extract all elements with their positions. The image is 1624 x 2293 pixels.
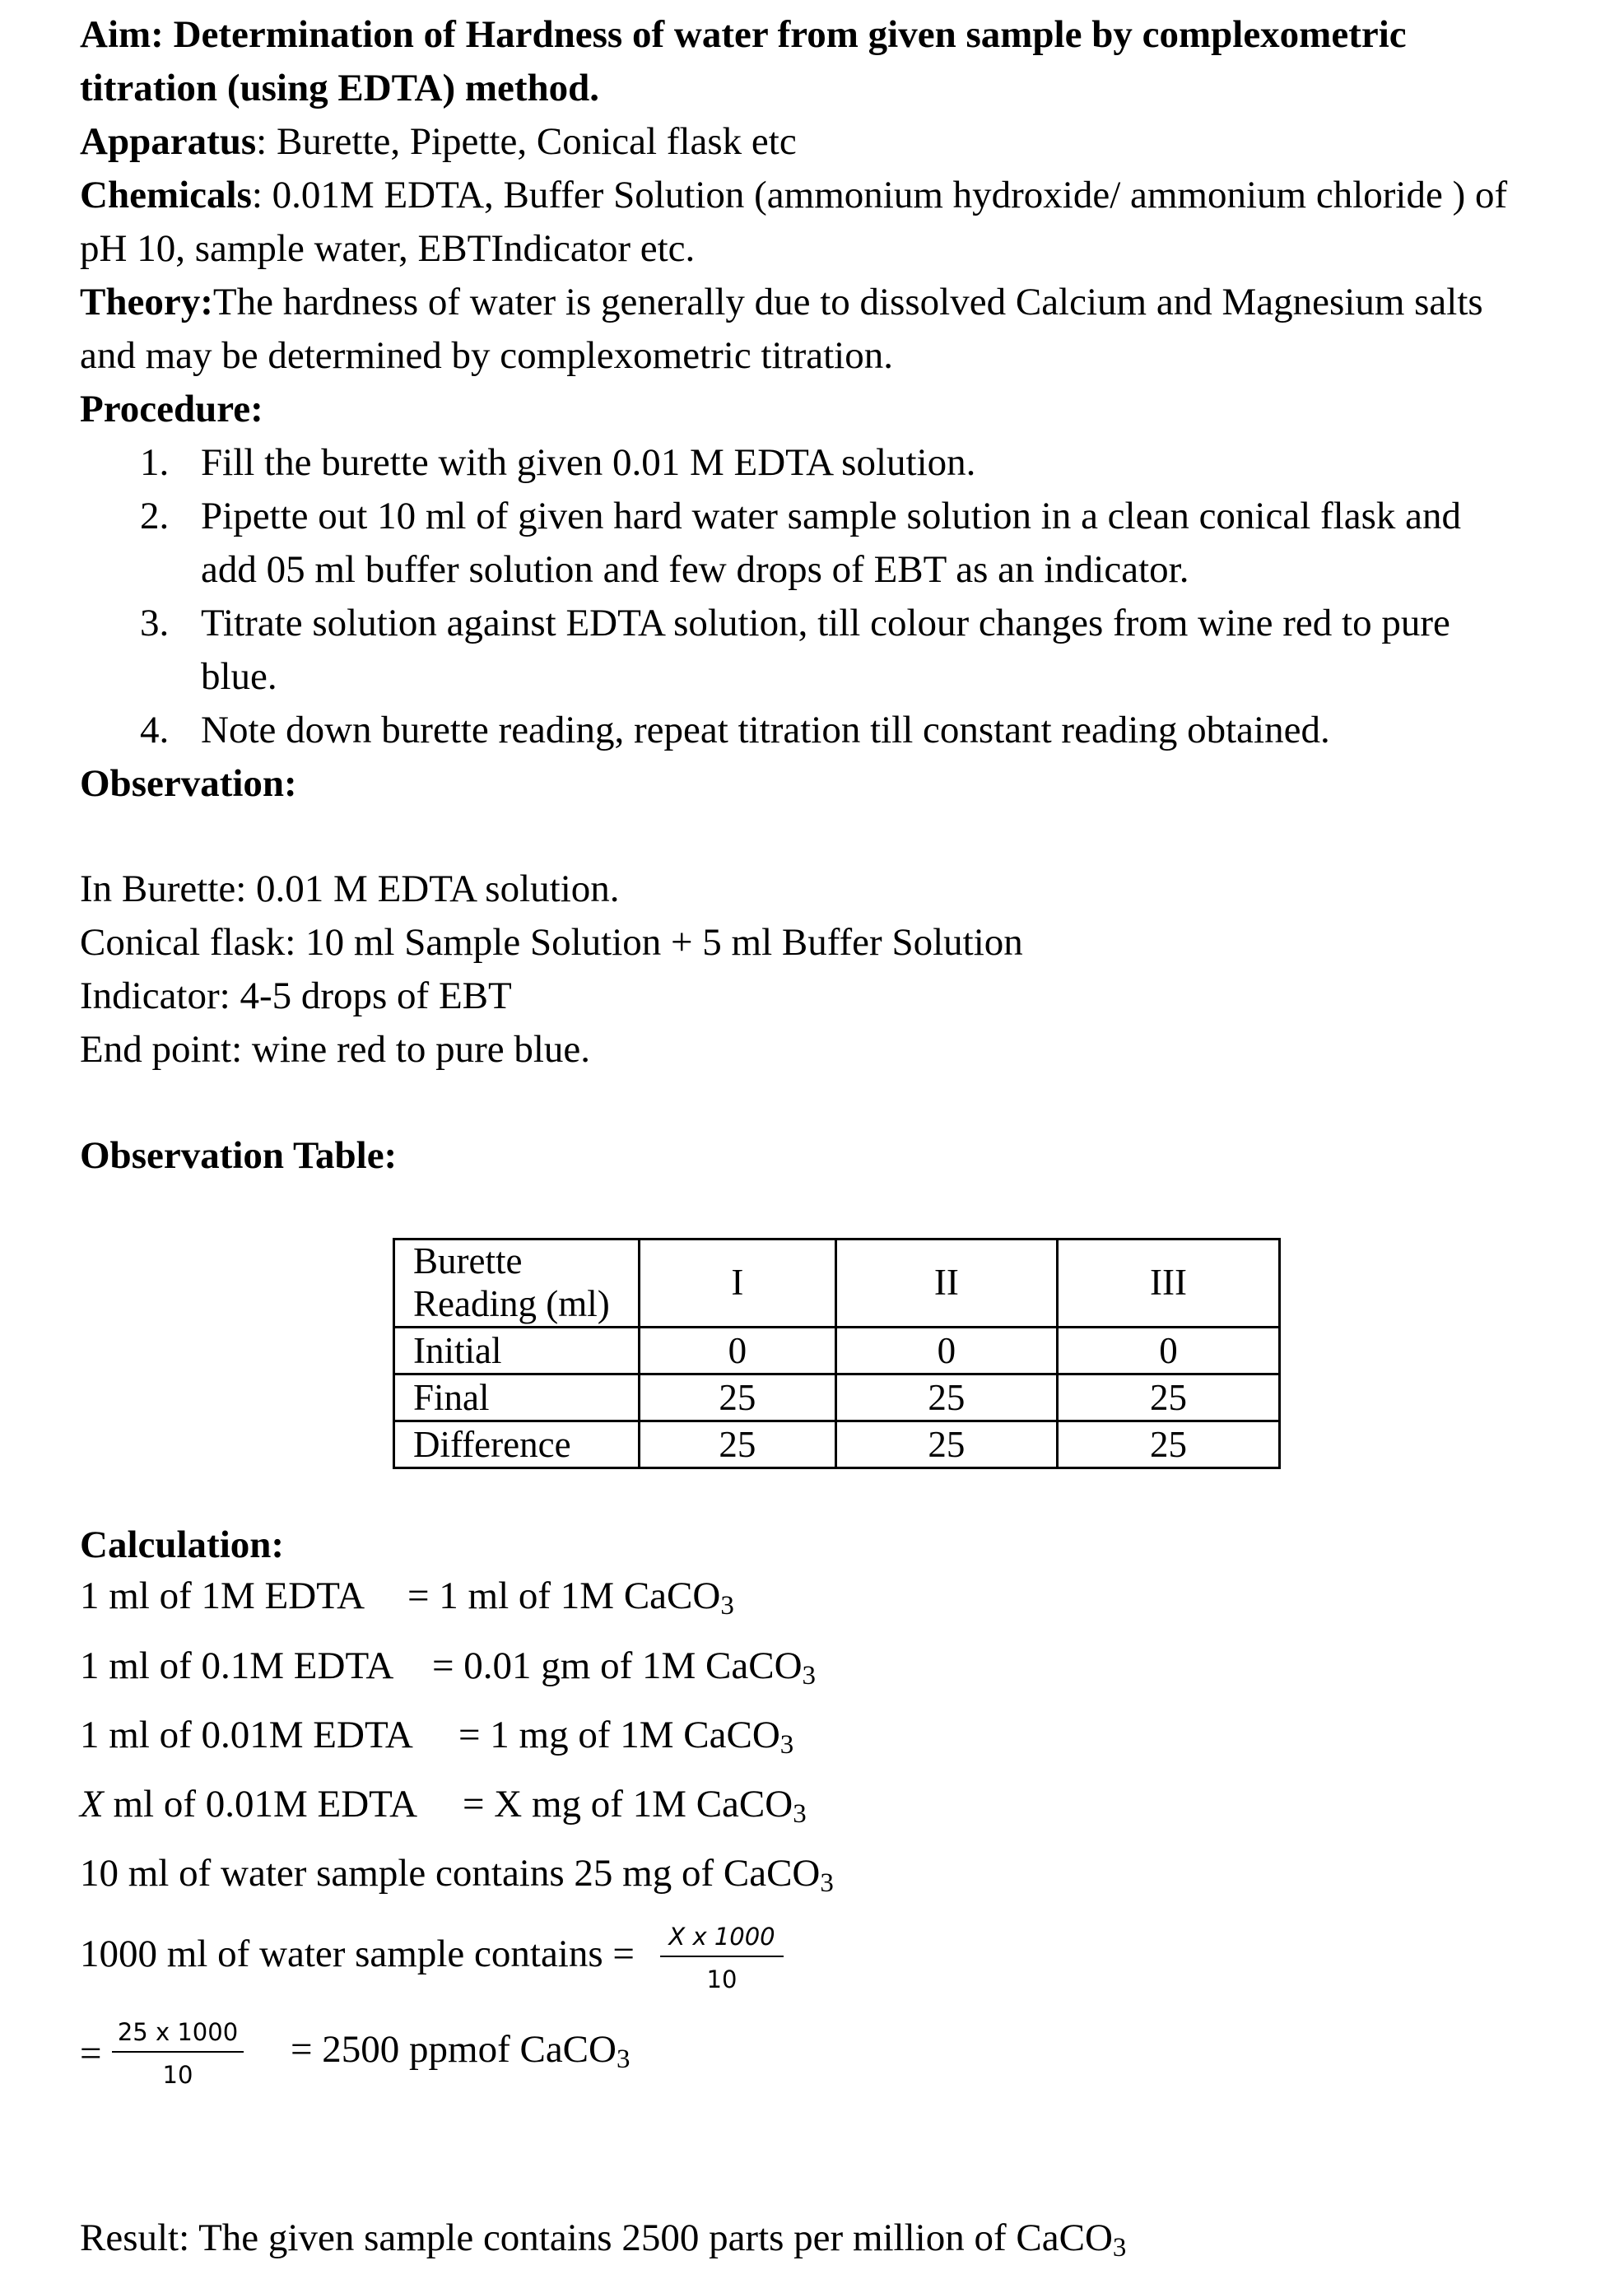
chemicals-line-1 [80,173,1507,217]
step-text: Titrate solution against EDTA solution, till colour changes from wine red to pure [201,602,1450,644]
result-line: Result: The given sample contains 2500 parts per million of CaCO$_3$ [80,2216,1127,2263]
aim-line-1 [80,12,1407,57]
table-row [394,1421,1280,1468]
step-number: 2. [140,495,170,537]
eq-lhs: 1 ml of 0.1M EDTA [80,1644,394,1687]
calculation-heading: Calculation: [80,1523,285,1566]
step-number: 1. [140,441,170,484]
table-cell: 25 [835,1421,1057,1468]
table-cell: 25 [639,1374,835,1421]
fraction-numerator: 25 x 1000 [112,2018,244,2053]
aim-text: Determination of Hardness of water from given sample by complexometric [163,13,1407,56]
header-line: Burette [413,1240,523,1282]
row-label: Final [394,1374,640,1421]
eq-rhs: = X mg of 1M CaCO$_3$ [463,1783,807,1830]
procedure-step-2 [140,494,1461,538]
calc-eq-2 [80,1644,816,1691]
chemicals-line-2: pH 10, sample water, EBTIndicator etc. [80,227,696,270]
procedure-step-4 [140,708,1330,752]
subscript: 3 [720,1591,734,1621]
table-cell: 0 [835,1328,1057,1374]
theory-text: The hardness of water is generally due to dissolved Calcium and Magnesium salts [212,281,1483,323]
table-header-row [394,1240,1280,1328]
fraction-numerator: X x 1000 [660,1923,784,1957]
row-label: Difference [394,1421,640,1468]
subscript: 3 [616,2044,631,2075]
subscript: 3 [1112,2233,1127,2263]
calc-eq-7-equals: = [80,2032,102,2075]
calc-eq-1 [80,1574,734,1621]
procedure-heading: Procedure: [80,388,263,430]
step-text: Pipette out 10 ml of given hard water sample solution in a clean conical flask and [201,495,1461,537]
calc-eq-7-rhs: = 2500 ppmof CaCO$_3$ [291,2028,631,2075]
eq-rhs: = 1 mg of 1M CaCO$_3$ [458,1714,794,1760]
observation-line: Indicator: 4-5 drops of EBT [80,974,512,1017]
fraction [112,2018,244,2089]
calc-eq-5: 10 ml of water sample contains 25 mg of CaCO$_3$ [80,1852,834,1899]
column-header: III [1057,1240,1279,1328]
subscript: 3 [779,1730,794,1760]
calc-eq-3 [80,1713,794,1760]
eq-lhs: 1 ml of 0.01M EDTA [80,1714,413,1756]
step-number: 3. [140,602,170,644]
subscript: 3 [820,1868,834,1899]
eq-variable: X [80,1783,104,1826]
calc-eq-6: 1000 ml of water sample contains = [80,1933,635,1975]
observation-line: In Burette: 0.01 M EDTA solution. [80,867,620,910]
table-cell: 0 [1057,1328,1279,1374]
column-header: I [639,1240,835,1328]
fraction-denominator: 10 [706,1965,738,1993]
eq-rhs: = 0.01 gm of 1M CaCO$_3$ [432,1644,816,1691]
table-cell: 25 [1057,1374,1279,1421]
table-cell: 25 [1057,1421,1279,1468]
observation-table-heading: Observation Table: [80,1134,398,1177]
header-line: Reading (ml) [413,1283,610,1324]
eq-rhs: = 1 ml of 1M CaCO$_3$ [407,1574,734,1621]
fraction [660,1923,784,1993]
theory-label: Theory: [80,281,213,323]
row-label: Initial [394,1328,640,1374]
procedure-step-1 [140,440,975,485]
fraction-denominator: 10 [162,2061,193,2089]
table-row [394,1328,1280,1374]
observation-line: Conical flask: 10 ml Sample Solution + 5 ml Buffer Solution [80,921,1023,964]
apparatus-text: : Burette, Pipette, Conical flask etc [256,120,797,163]
procedure-step-3-cont: blue. [201,655,277,698]
column-header: II [835,1240,1057,1328]
theory-line-2: and may be determined by complexometric titration. [80,334,893,377]
eq-lhs: ml of 0.01M EDTA [103,1783,418,1826]
subscript: 3 [793,1799,807,1830]
step-text: Note down burette reading, repeat titration till constant reading obtained. [201,709,1330,751]
observation-heading: Observation: [80,762,297,805]
table-cell: 25 [835,1374,1057,1421]
apparatus-line [80,119,797,164]
procedure-step-3 [140,601,1450,645]
table-cell: 25 [639,1421,835,1468]
chemicals-label: Chemicals [80,174,252,216]
subscript: 3 [802,1661,816,1691]
apparatus-label: Apparatus [80,120,257,163]
aim-label: Aim: [80,13,164,56]
observation-table [393,1238,1281,1469]
table-row [394,1374,1280,1421]
table-header-cell [394,1240,640,1328]
chemicals-text: : 0.01M EDTA, Buffer Solution (ammonium hydroxide/ ammonium chloride ) of [251,174,1508,216]
step-text: Fill the burette with given 0.01 M EDTA solution. [201,441,976,484]
table-cell: 0 [639,1328,835,1374]
aim-line-2: titration (using EDTA) method. [80,67,600,109]
procedure-step-2-cont: add 05 ml buffer solution and few drops of EBT as an indicator. [201,548,1189,591]
eq-lhs: 1 ml of 1M EDTA [80,1574,365,1617]
observation-line: End point: wine red to pure blue. [80,1028,590,1071]
calc-eq-4 [80,1782,807,1830]
theory-line-1 [80,280,1483,324]
step-number: 4. [140,709,170,751]
